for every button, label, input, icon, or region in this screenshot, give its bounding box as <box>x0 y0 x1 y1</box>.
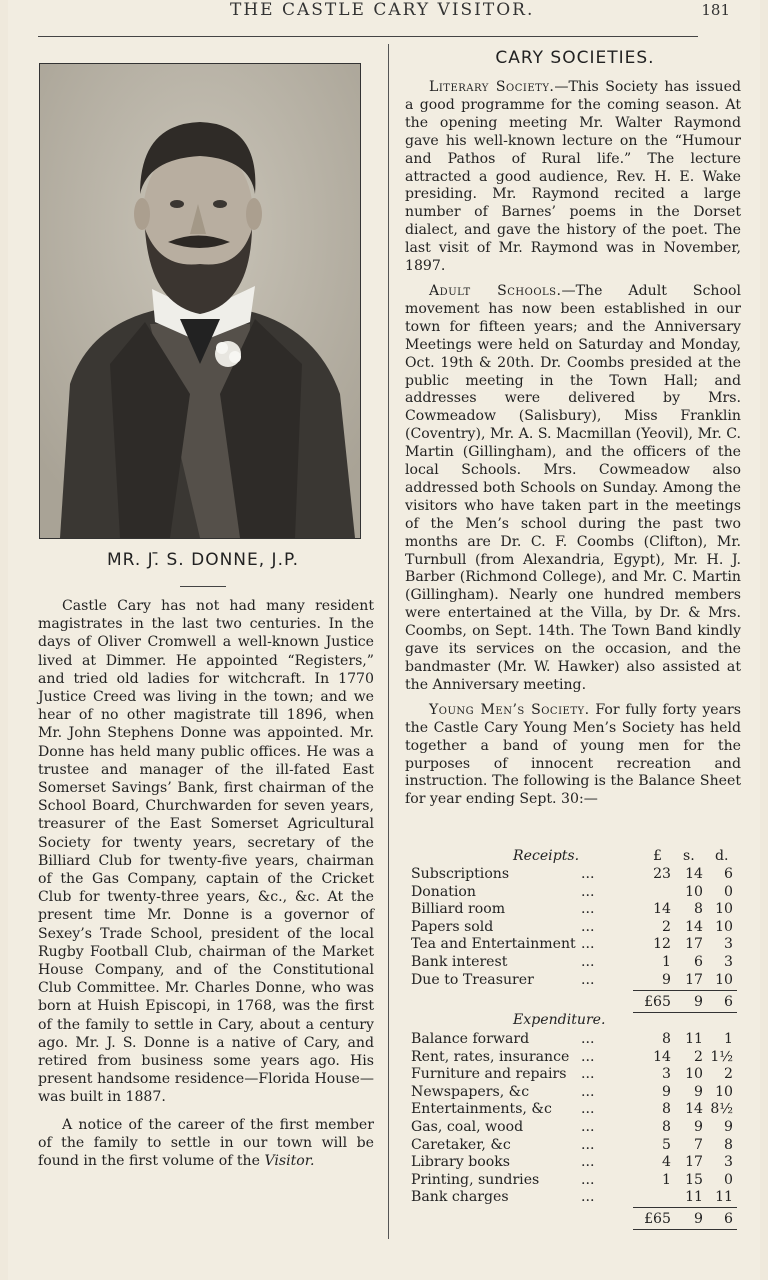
expenditure-table <box>405 1031 741 1207</box>
portrait-caption: MR. J.̄ S. DONNE, J.P. <box>107 550 299 570</box>
row-leader: ... <box>581 1066 595 1083</box>
row-pence: 6 <box>724 866 733 882</box>
row-pounds: 1 <box>662 1171 671 1188</box>
row-shillings: 9 <box>694 1118 703 1135</box>
total-shillings: 9 <box>694 994 703 1010</box>
row-label: Papers sold <box>411 918 494 935</box>
balance-row <box>405 884 741 902</box>
pounds-heading: £ <box>653 848 662 864</box>
balance-row <box>405 1066 741 1084</box>
total-pence: 6 <box>724 994 733 1010</box>
row-pounds: 1 <box>662 953 671 970</box>
row-label: Subscriptions <box>411 866 510 882</box>
row-pence: 3 <box>724 936 733 953</box>
row-label: Furniture and repairs <box>411 1066 567 1083</box>
total-pounds: £65 <box>644 994 671 1010</box>
visitor-title: Visitor. <box>264 1153 315 1170</box>
section-title: CARY SOCIETIES. <box>495 48 655 68</box>
young-mens-paragraph <box>405 702 741 809</box>
total-pence: 6 <box>724 1211 733 1227</box>
young-mens-text: For fully forty years the Castle Cary Young Men’s Society has held together a band of young men for the purposes of innocent recreation and instruction. The following is the Balance Sheet for year ending Sept. 30:— <box>405 701 741 808</box>
literary-society-paragraph <box>405 79 741 276</box>
total-shillings: 9 <box>694 1211 703 1227</box>
adult-schools-text: —The Adult School movement has now been established in our town for fifteen years; and the Anniversary Meetings were held on Saturday and Monday, Oct. 19th & 20th. Dr. Coombs presided at the public meeting in the Town Hall; and addresses were delivered by Mrs. Cowmeadow (Salisbury), Miss Franklin (Coventry), Mr. A. S. Macmillan (Yeovil), Mr. C. Martin (Gillingham), and the officers of the local Schools. Mrs. Cowmeadow also addressed both Schools on Sunday. Among the visitors who have taken part in the meetings of the Men’s school during the past two months are Dr. C. F. Coombs (Clifton), Mr. Turnbull (from Alexandria, Egypt), Mr. H. J. Barber (Richmond College), and Mr. C. Martin (Gillingham). Nearly one hundred members were entertained at the Villa, by Dr. & Mrs. Coombs, on Sept. 14th. The Town Band kindly gave its services on the occasion, and the bandmaster (Mr. W. Hawker) also assisted at the Anniversary meeting. <box>405 282 741 693</box>
row-label: Donation <box>411 883 476 900</box>
balance-row <box>405 936 741 954</box>
row-pence: 3 <box>724 1154 733 1171</box>
row-shillings: 10 <box>685 1066 703 1083</box>
article-paragraph: Castle Cary has not had many resident magistrates in the last two centuries. In the days of Oliver Cromwell a well-known Justice lived at Dimmer. He appointed “Registers,” and tried old ladies for witchcraft. In 1770 Justice Creed was living in the town; and we hear of no other magistrate till 1896, when Mr. John Stephens Donne was appointed. Mr. Donne has held many public offices. He was a trustee and manager of the ill-fated East Somerset Savings’ Bank, first chairman of the School Board, Churchwarden for seven years, treasurer of the East Somerset Agricultural Society for twenty years, secretary of the Billiard Club for twenty-five years, chairman of the Gas Company, captain of the Cricket Club for twenty-three years, &c., &c. At the present time Mr. Donne is a governor of Sexey’s Trade School, president of the local Rugby Football Club, chairman of the Market House Company, and of the Constitutional Club Committee. Mr. Charles Donne, who was born at Huish Episcopi, in 1768, was the first of the family to settle in Cary, about a century ago. Mr. J. S. Donne is a native of Cary, and retired from business some years ago. His present handsome residence—Florida House—was built in 1887. <box>38 598 374 1106</box>
row-pounds: 4 <box>662 1154 671 1171</box>
caption-rule <box>180 586 226 587</box>
row-label: Bank charges <box>411 1189 509 1206</box>
balance-row <box>405 1101 741 1119</box>
row-label: Due to Treasurer <box>411 971 534 988</box>
row-leader: ... <box>581 1136 595 1153</box>
pence-heading: d. <box>715 848 729 864</box>
balance-row <box>405 1049 741 1067</box>
balance-row <box>405 1172 741 1190</box>
row-pounds: 8 <box>662 1118 671 1135</box>
adult-schools-paragraph <box>405 283 741 695</box>
row-leader: ... <box>581 901 595 918</box>
row-leader: ... <box>581 971 595 988</box>
row-shillings: 9 <box>694 1083 703 1100</box>
portrait-illustration <box>40 64 360 538</box>
row-leader: ... <box>581 918 595 935</box>
total-rule-top <box>633 990 737 991</box>
row-leader: ... <box>581 883 595 900</box>
receipts-table <box>405 866 741 989</box>
balance-row <box>405 1031 741 1049</box>
literary-society-heading: Literary Society. <box>429 79 555 95</box>
row-leader: ... <box>581 1083 595 1100</box>
row-label: Newspapers, &c <box>411 1083 530 1100</box>
row-leader: ... <box>581 936 595 953</box>
row-shillings: 15 <box>685 1171 703 1188</box>
row-label: Bank interest <box>411 953 508 970</box>
total-rule-top <box>633 1207 737 1208</box>
page-number: 181 <box>701 1 730 19</box>
expenditure-total <box>405 1207 741 1229</box>
row-leader: ... <box>581 1031 595 1047</box>
row-leader: ... <box>581 866 595 882</box>
row-label: Tea and Entertainment <box>411 936 576 953</box>
receipts-total <box>405 990 741 1012</box>
row-shillings: 14 <box>685 918 703 935</box>
balance-row <box>405 901 741 919</box>
row-shillings: 7 <box>694 1136 703 1153</box>
header-rule <box>38 36 698 37</box>
total-rule-bottom <box>633 1229 737 1230</box>
row-pence: 0 <box>724 883 733 900</box>
row-pence: 8½ <box>710 1101 733 1118</box>
balance-row <box>405 919 741 937</box>
balance-row <box>405 1137 741 1155</box>
row-shillings: 17 <box>685 1154 703 1171</box>
row-pence: 8 <box>724 1136 733 1153</box>
row-pence: 1 <box>724 1031 733 1047</box>
row-pence: 3 <box>724 953 733 970</box>
article-paragraph <box>38 1116 374 1171</box>
row-leader: ... <box>581 1048 595 1065</box>
row-pence: 0 <box>724 1171 733 1188</box>
balance-row <box>405 972 741 990</box>
row-shillings: 14 <box>685 866 703 882</box>
running-head <box>8 0 760 22</box>
balance-row <box>405 866 741 884</box>
row-pounds: 8 <box>662 1101 671 1118</box>
portrait-photo <box>39 63 361 539</box>
column-rule <box>388 44 389 1239</box>
row-label: Printing, sundries <box>411 1171 540 1188</box>
row-pence: 11 <box>715 1189 733 1206</box>
row-leader: ... <box>581 1118 595 1135</box>
row-shillings: 14 <box>685 1101 703 1118</box>
shillings-heading: s. <box>683 848 695 864</box>
row-pence: 10 <box>715 901 733 918</box>
article-donne <box>38 597 374 1170</box>
young-mens-heading: Young Men’s Society. <box>429 701 590 718</box>
row-pounds: 14 <box>653 901 671 918</box>
row-label: Caretaker, &c <box>411 1136 511 1153</box>
row-shillings: 2 <box>694 1048 703 1065</box>
balance-row <box>405 1154 741 1172</box>
row-leader: ... <box>581 1171 595 1188</box>
row-label: Gas, coal, wood <box>411 1118 524 1135</box>
row-shillings: 6 <box>694 953 703 970</box>
row-pounds: 9 <box>662 1083 671 1100</box>
row-shillings: 17 <box>685 936 703 953</box>
row-leader: ... <box>581 1101 595 1118</box>
balance-row <box>405 1084 741 1102</box>
total-rule-bottom <box>633 1012 737 1013</box>
running-title: THE CASTLE CARY VISITOR. <box>230 0 535 20</box>
row-label: Billiard room <box>411 901 506 918</box>
receipts-heading: Receipts. <box>513 848 580 864</box>
row-label: Balance forward <box>411 1031 530 1047</box>
balance-row <box>405 1189 741 1207</box>
row-pence: 9 <box>724 1118 733 1135</box>
row-pounds: 5 <box>662 1136 671 1153</box>
balance-row <box>405 1119 741 1137</box>
row-label: Entertainments, &c <box>411 1101 552 1118</box>
row-pounds: 8 <box>662 1031 671 1047</box>
article-text: A notice of the career of the first member of the family to settle in our town will be found in the first volume of the <box>38 1116 374 1170</box>
row-pence: 10 <box>715 1083 733 1100</box>
row-pounds: 23 <box>653 866 671 882</box>
row-pounds: 3 <box>662 1066 671 1083</box>
literary-society-text: —This Society has issued a good programme for the coming season. At the opening meeting Mr. Walter Raymond gave his well-known lecture on the “Humour and Pathos of Rural life.” The lecture attracted a good audience, Rev. H. E. Wake presiding. Mr. Raymond recited a large number of Barnes’ poems in the Dorset dialect, and gave the history of the poet. The last visit of Mr. Raymond was in November, 1897. <box>405 79 741 275</box>
row-shillings: 8 <box>694 901 703 918</box>
row-leader: ... <box>581 1189 595 1206</box>
total-pounds: £65 <box>644 1211 671 1227</box>
expenditure-heading: Expenditure. <box>513 1012 606 1028</box>
row-label: Rent, rates, insurance <box>411 1048 570 1065</box>
row-shillings: 11 <box>685 1189 703 1206</box>
balance-row <box>405 954 741 972</box>
row-pounds: 14 <box>653 1048 671 1065</box>
row-shillings: 11 <box>685 1031 703 1047</box>
row-pounds: 2 <box>662 918 671 935</box>
row-pence: 10 <box>715 971 733 988</box>
row-pence: 2 <box>724 1066 733 1083</box>
row-leader: ... <box>581 1154 595 1171</box>
row-pounds: 9 <box>662 971 671 988</box>
societies-text <box>405 79 741 809</box>
row-label: Library books <box>411 1154 510 1171</box>
page <box>8 0 760 1280</box>
row-shillings: 10 <box>685 883 703 900</box>
adult-schools-heading: Adult Schools. <box>429 282 562 299</box>
row-pence: 1½ <box>710 1048 733 1065</box>
row-pence: 10 <box>715 918 733 935</box>
row-shillings: 17 <box>685 971 703 988</box>
balance-sheet-headings <box>405 848 741 868</box>
row-pounds: 12 <box>653 936 671 953</box>
row-leader: ... <box>581 953 595 970</box>
